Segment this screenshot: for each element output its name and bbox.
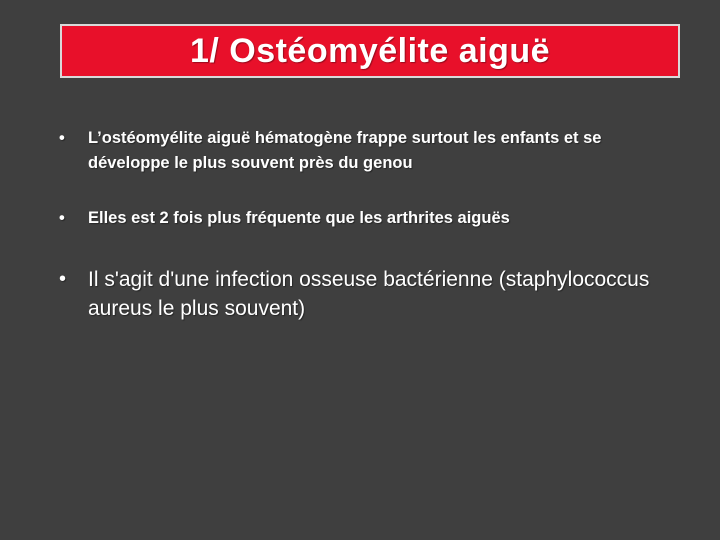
bullet-icon: •: [59, 129, 65, 147]
slide-title: 1/ Ostéomyélite aiguë: [189, 31, 551, 70]
bullet-icon: •: [59, 268, 67, 290]
bullet-text: Il s'agit d'une infection osseuse bactérienne (staphylococcus aureus le plus souvent): [88, 268, 650, 320]
bullet-text: L’ostéomyélite aiguë hématogène frappe surtout les enfants et se développe le plus souvent près du genou: [88, 129, 602, 172]
bullet-text: Elles est 2 fois plus fréquente que les arthrites aiguës: [88, 209, 510, 227]
title-banner: [60, 24, 680, 78]
bullet-icon: •: [59, 209, 65, 227]
bullet-item: [56, 206, 686, 231]
bullet-item: [56, 126, 686, 176]
bullet-item: [56, 265, 656, 323]
